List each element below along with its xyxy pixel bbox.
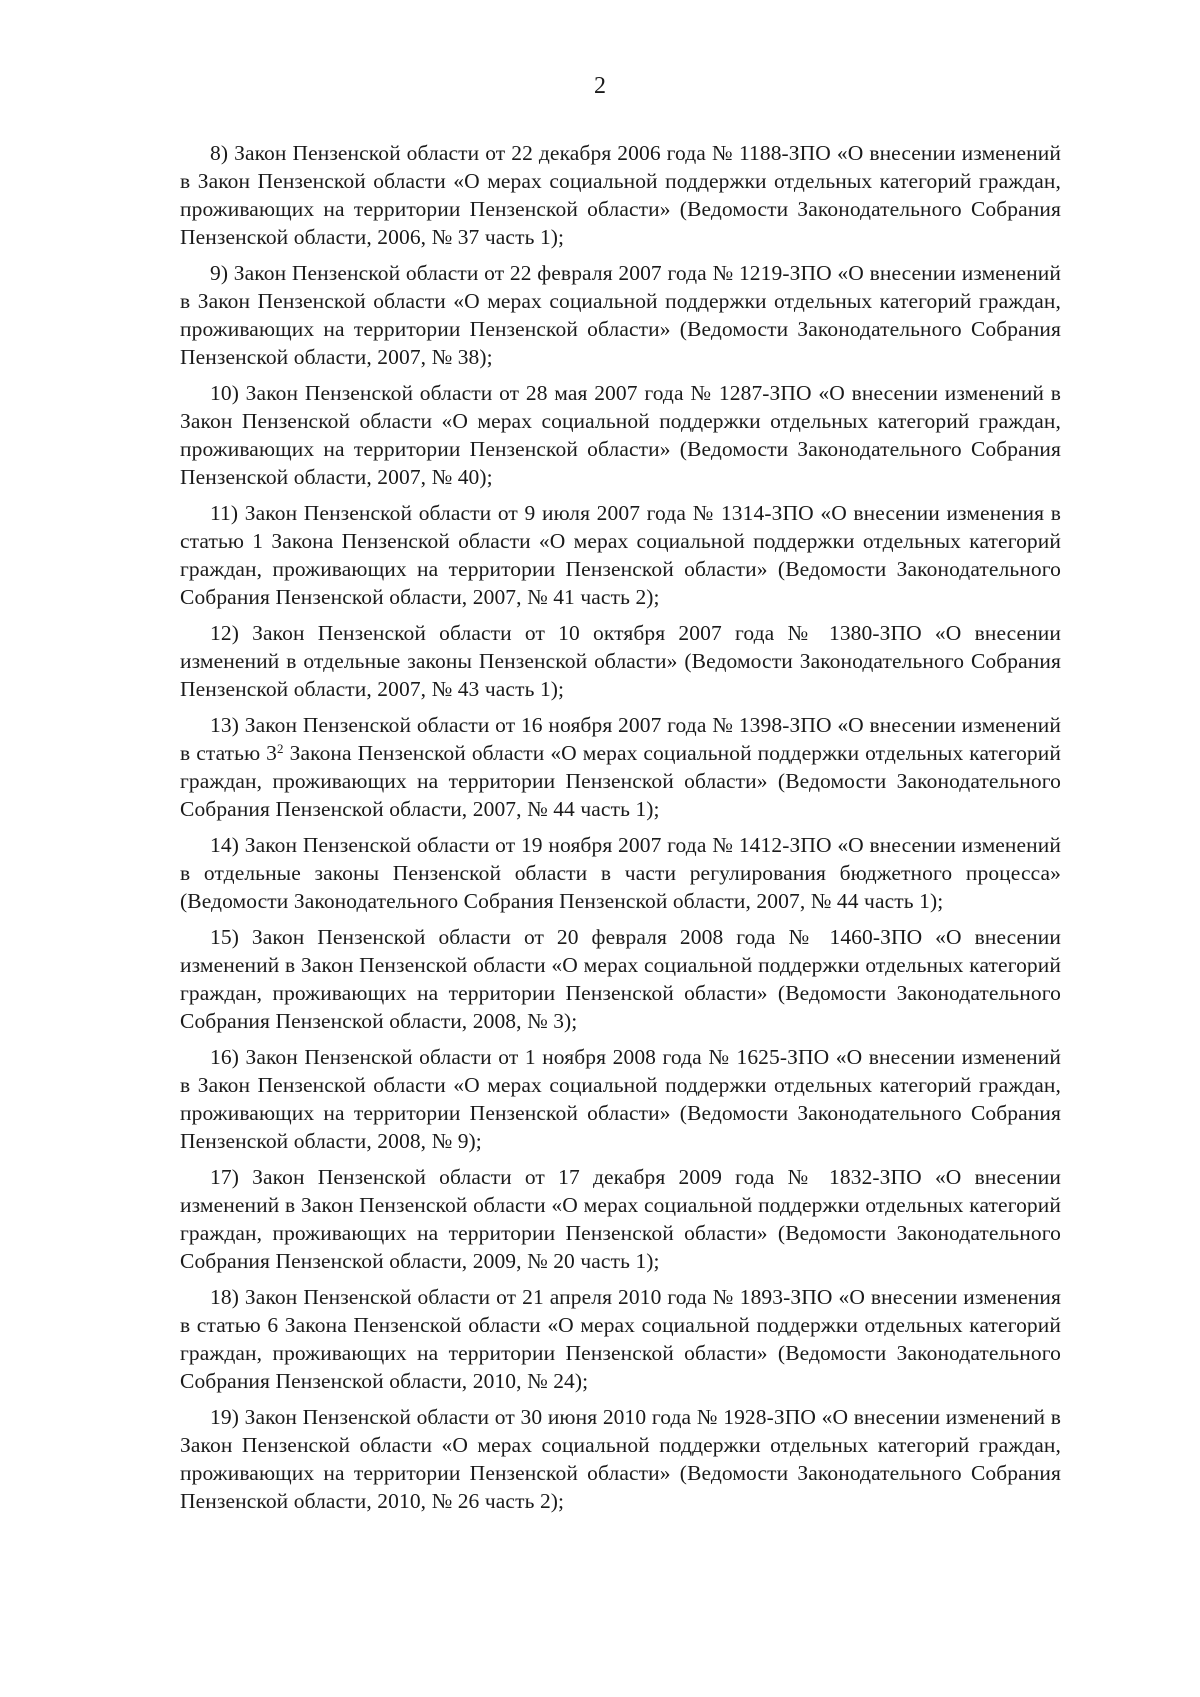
list-item-12: 12) Закон Пензенской области от 10 октября 2007 года № 1380-ЗПО «О внесении изменений в отдельные законы Пензенской области» (Ведомости Законодательного Собрания Пензенской области, 2007, № 43 часть 1); — [180, 621, 1061, 701]
list-item-10: 10) Закон Пензенской области от 28 мая 2007 года № 1287-ЗПО «О внесении изменений в Закон Пензенской области «О мерах социальной поддержки отдельных категорий граждан, проживающих на территории Пензенской области» (Ведомости Законодательного Собрания Пензенской области, 2007, № 40); — [180, 381, 1061, 489]
list-item-11: 11) Закон Пензенской области от 9 июля 2007 года № 1314-ЗПО «О внесении изменения в статью 1 Закона Пензенской области «О мерах социальной поддержки отдельных категорий граждан, проживающих на территории Пензенской области» (Ведомости Законодательного Собрания Пензенской области, 2007, № 41 часть 2); — [180, 501, 1061, 609]
list-item-18: 18) Закон Пензенской области от 21 апреля 2010 года № 1893-ЗПО «О внесении изменения в статью 6 Закона Пензенской области «О мерах социальной поддержки отдельных категорий граждан, проживающих на территории Пензенской области» (Ведомости Законодательного Собрания Пензенской области, 2010, № 24); — [180, 1285, 1061, 1393]
list-item-17: 17) Закон Пензенской области от 17 декабря 2009 года № 1832-ЗПО «О внесении изменений в Закон Пензенской области «О мерах социальной поддержки отдельных категорий граждан, проживающих на территории Пензенской области» (Ведомости Законодательного Собрания Пензенской области, 2009, № 20 часть 1); — [180, 1165, 1061, 1273]
list-item-13-text-before: 13) Закон Пензенской области от 16 ноября 2007 года № 1398-ЗПО «О внесении изменений в статью 3 — [180, 713, 1061, 765]
list-item-16: 16) Закон Пензенской области от 1 ноября 2008 года № 1625-ЗПО «О внесении изменений в Закон Пензенской области «О мерах социальной поддержки отдельных категорий граждан, проживающих на территории Пензенской области» (Ведомости Законодательного Собрания Пензенской области, 2008, № 9); — [180, 1045, 1061, 1153]
list-item-13 — [180, 711, 1061, 823]
list-item-8: 8) Закон Пензенской области от 22 декабря 2006 года № 1188-ЗПО «О внесении изменений в Закон Пензенской области «О мерах социальной поддержки отдельных категорий граждан, проживающих на территории Пензенской области» (Ведомости Законодательного Собрания Пензенской области, 2006, № 37 часть 1); — [180, 141, 1061, 249]
list-item-15: 15) Закон Пензенской области от 20 февраля 2008 года № 1460-ЗПО «О внесении изменений в Закон Пензенской области «О мерах социальной поддержки отдельных категорий граждан, проживающих на территории Пензенской области» (Ведомости Законодательного Собрания Пензенской области, 2008, № 3); — [180, 925, 1061, 1033]
list-item-19: 19) Закон Пензенской области от 30 июня 2010 года № 1928-ЗПО «О внесении изменений в Закон Пензенской области «О мерах социальной поддержки отдельных категорий граждан, проживающих на территории Пензенской области» (Ведомости Законодательного Собрания Пензенской области, 2010, № 26 часть 2); — [180, 1405, 1061, 1513]
list-item-9: 9) Закон Пензенской области от 22 февраля 2007 года № 1219-ЗПО «О внесении изменений в Закон Пензенской области «О мерах социальной поддержки отдельных категорий граждан, проживающих на территории Пензенской области» (Ведомости Законодательного Собрания Пензенской области, 2007, № 38); — [180, 261, 1061, 369]
law-list — [180, 139, 1061, 1523]
page-number: 2 — [594, 73, 606, 99]
list-item-14: 14) Закон Пензенской области от 19 ноября 2007 года № 1412-ЗПО «О внесении изменений в отдельные законы Пензенской области в части регулирования бюджетного процесса» (Ведомости Законодательного Собрания Пензенской области, 2007, № 44 часть 1); — [180, 833, 1061, 913]
list-item-13-superscript: 2 — [277, 741, 284, 756]
list-item-13-text-after: Закона Пензенской области «О мерах социальной поддержки отдельных категорий граждан, проживающих на территории Пензенской области» (Ведомости Законодательного Собрания Пензенской области, 2007, № 44 часть 1); — [180, 741, 1061, 821]
